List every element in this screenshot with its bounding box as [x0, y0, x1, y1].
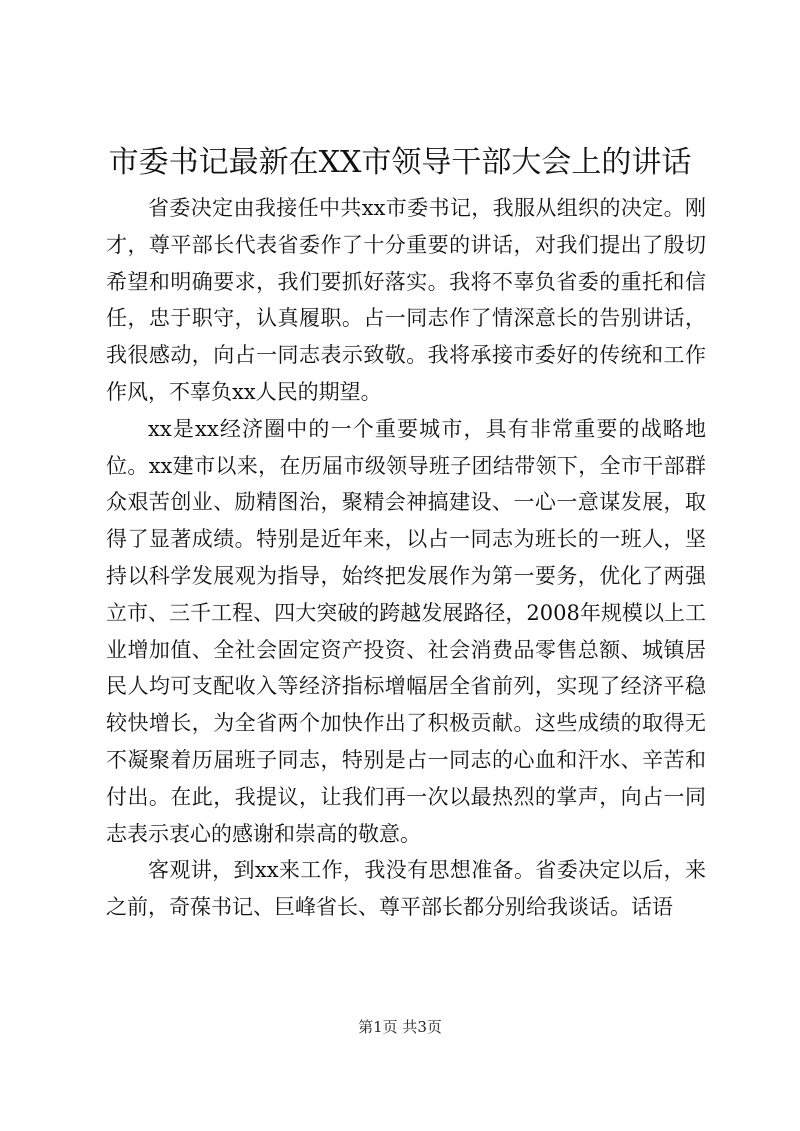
paragraph-2: xx是xx经济圈中的一个重要城市，具有非常重要的战略地位。xx建市以来，在历届市级领导班子团结带领下，全市干部群众艰苦创业、励精图治，聚精会神搞建设、一心一意谋发展，取得了显著成绩。特别是近年来，以占一同志为班长的一班人，坚持以科学发展观为指导，始终把发展作为第一要务，优化了两强立市、三千工程、四大突破的跨越发展路径，2008年规模以上工业增加值、全社会固定资产投资、社会消费品零售总额、城镇居民人均可支配收入等经济指标增幅居全省前列，实现了经济平稳较快增长，为全省两个加快作出了积极贡献。这些成绩的取得无不凝聚着历届班子同志，特别是占一同志的心血和汗水、辛苦和付出。在此，我提议，让我们再一次以最热烈的掌声，向占一同志表示衷心的感谢和崇高的敬意。 — [106, 416, 706, 846]
page-footer: 第1页 共3页 — [358, 1018, 442, 1036]
document-title: 市委书记最新在XX市领导干部大会上的讲话 — [108, 145, 692, 180]
paragraph-3: 客观讲，到xx来工作，我没有思想准备。省委决定以后，来之前，奇葆书记、巨峰省长、尊平部长都分别给我谈话。话语 — [106, 858, 706, 920]
document-body — [106, 190, 706, 926]
paragraph-1: 省委决定由我接任中共xx市委书记，我服从组织的决定。刚才，尊平部长代表省委作了十分重要的讲话，对我们提出了殷切希望和明确要求，我们要抓好落实。我将不辜负省委的重托和信任，忠于职守，认真履职。占一同志作了情深意长的告别讲话，我很感动，向占一同志表示致敬。我将承接市委好的传统和工作作风，不辜负xx人民的期望。 — [106, 196, 706, 404]
